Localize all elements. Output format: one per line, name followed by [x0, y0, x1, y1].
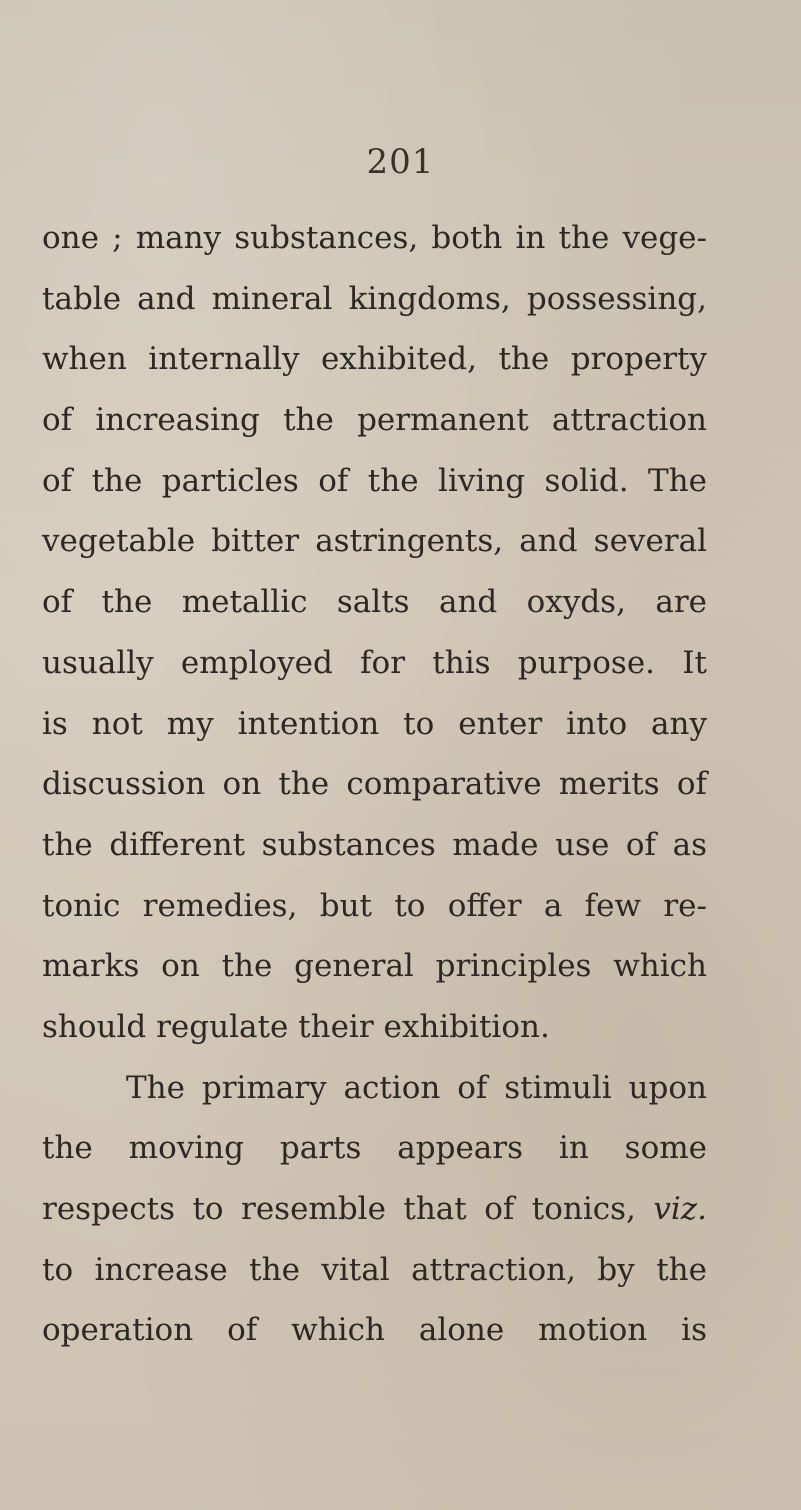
- text-line: of the metallic salts and oxyds, are: [42, 584, 707, 621]
- text-line: usually employed for this purpose. It: [42, 644, 707, 681]
- text-line: discussion on the comparative merits of: [42, 766, 707, 803]
- text-line-paragraph-start: The primary action of stimuli upon: [126, 1069, 707, 1106]
- text-line-segment: respects to resemble that of tonics,: [42, 1191, 636, 1227]
- text-line: one ; many substances, both in the vege-: [42, 220, 707, 256]
- italic-abbreviation: viz.: [653, 1191, 707, 1227]
- text-line: when internally exhibited, the property: [42, 341, 707, 378]
- text-line: tonic remedies, but to offer a few re-: [42, 887, 707, 924]
- text-line: of the particles of the living solid. The: [42, 462, 707, 499]
- text-line-with-italic: [42, 1179, 707, 1240]
- text-line-paragraph-end: should regulate their exhibition.: [42, 1008, 550, 1045]
- text-line: the moving parts appears in some: [42, 1130, 707, 1167]
- text-line: marks on the general principles which: [42, 948, 707, 985]
- text-line: is not my intention to enter into any: [42, 705, 707, 742]
- text-line: vegetable bitter astringents, and several: [42, 523, 707, 560]
- text-line: the different substances made use of as: [42, 826, 707, 863]
- text-line: to increase the vital attraction, by the: [42, 1251, 707, 1288]
- body-text: [42, 208, 707, 1361]
- text-line: table and mineral kingdoms, possessing,: [42, 280, 707, 317]
- text-line: operation of which alone motion is: [42, 1312, 707, 1349]
- text-line: of increasing the permanent attraction: [42, 402, 707, 439]
- page-number: 201: [366, 142, 435, 182]
